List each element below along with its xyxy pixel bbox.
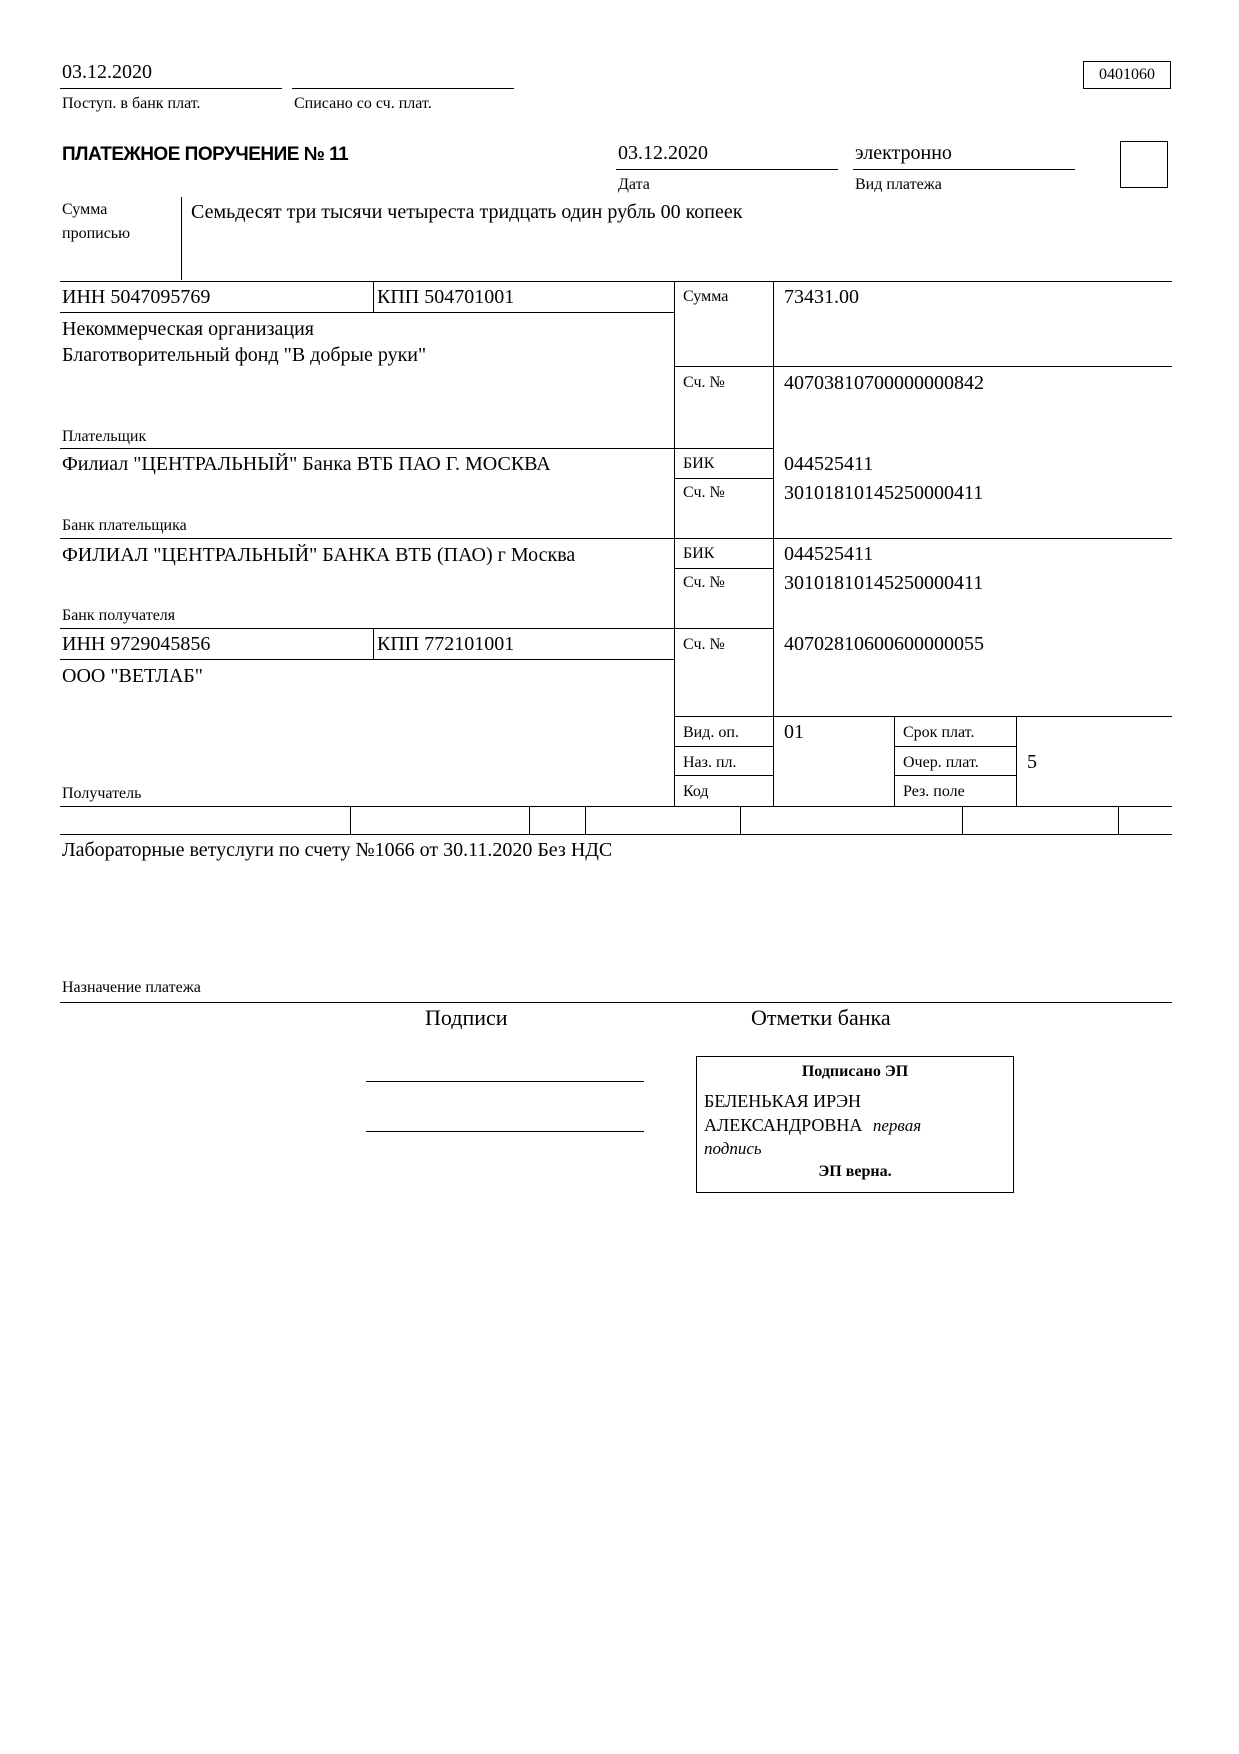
stamp-signature-italic: подпись (704, 1139, 762, 1158)
budget-vline-3 (585, 806, 586, 834)
payee-account-label: Сч. № (683, 636, 725, 653)
budget-vline-5 (962, 806, 963, 834)
stamp-title: Подписано ЭП (801, 1063, 909, 1080)
stamp-name-2: АЛЕКСАНДРОВНА (704, 1115, 863, 1135)
stamp-first-italic: первая (872, 1116, 922, 1135)
payee-label: Получатель (62, 785, 142, 802)
purpose-bottom-line (60, 1002, 1172, 1003)
payment-type-label: Вид платежа (855, 176, 942, 193)
payer-bottom-line (60, 448, 774, 449)
payee-bank-account-label: Сч. № (683, 574, 725, 591)
codes-line-1-right (894, 746, 1016, 747)
payer-inn-line (60, 312, 674, 313)
payee-bank-bik-label: БИК (683, 545, 715, 562)
payee-inn-divider (373, 628, 374, 659)
codes-top-line (674, 716, 1172, 717)
payee-account: 40702810600600000055 (784, 633, 984, 655)
sum-bottom-line (674, 366, 1172, 367)
received-date-line (60, 88, 282, 89)
codes-line-2-left (674, 775, 774, 776)
payee-bank-name: ФИЛИАЛ "ЦЕНТРАЛЬНЫЙ" БАНКА ВТБ (ПАО) г Москва (62, 544, 576, 566)
status-box (1120, 141, 1168, 188)
payee-inn: ИНН 9729045856 (62, 633, 211, 655)
sum-label: Сумма (683, 288, 729, 305)
codes-line-2-right (894, 775, 1016, 776)
payer-account: 40703810700000000842 (784, 372, 984, 394)
codes-line-1-left (674, 746, 774, 747)
debited-date-line (292, 88, 514, 89)
payee-kpp: КПП 772101001 (377, 633, 515, 655)
op-type-value: 01 (784, 721, 804, 743)
sum-value: 73431.00 (784, 286, 859, 308)
payee-inn-line (60, 659, 674, 660)
purpose-label: Назначение платежа (62, 979, 201, 996)
grid-line-top (60, 281, 1172, 282)
budget-bottom-line (60, 834, 1172, 835)
stamp-verdict: ЭП верна. (818, 1163, 892, 1180)
page-title: ПЛАТЕЖНОЕ ПОРУЧЕНИЕ № 11 (62, 144, 349, 165)
reserve-label: Рез. поле (903, 783, 965, 800)
priority-label: Очер. плат. (903, 754, 979, 771)
signature-line-1[interactable] (366, 1081, 644, 1082)
payer-inn: ИНН 5047095769 (62, 286, 211, 308)
grid-vline-labels (674, 281, 675, 806)
budget-vline-1 (350, 806, 351, 834)
op-type-label: Вид. оп. (683, 724, 739, 741)
amount-words-text: Семьдесят три тысячи четыреста тридцать один рубль 00 копеек (191, 201, 743, 223)
amount-words-label-2: прописью (62, 225, 131, 242)
payee-bank-label: Банк получателя (62, 607, 176, 624)
amount-words-label-1: Сумма (62, 201, 108, 218)
purpose-text: Лабораторные ветуслуги по счету №1066 от 30.11.2020 Без НДС (62, 839, 613, 861)
stamp-name-line-2 (704, 1115, 921, 1136)
payer-label: Плательщик (62, 428, 147, 445)
debited-label: Списано со сч. плат. (294, 95, 432, 112)
amount-words-divider (181, 197, 182, 280)
payee-bank-bik: 044525411 (784, 543, 874, 565)
stamp-name-1: БЕЛЕНЬКАЯ ИРЭН (704, 1091, 862, 1111)
payment-type-line (853, 169, 1075, 170)
grid-line-bottom (60, 806, 1172, 807)
payee-bank-bottom-line (60, 628, 774, 629)
order-date-line (616, 169, 838, 170)
payee-bank-bik-line (674, 568, 774, 569)
payer-bank-name: Филиал "ЦЕНТРАЛЬНЫЙ" Банка ВТБ ПАО Г. МОСКВА (62, 453, 551, 475)
received-date: 03.12.2020 (62, 61, 152, 83)
signatures-label: Подписи (425, 1005, 508, 1030)
e-signature-stamp (696, 1056, 1014, 1193)
payer-bank-bottom-line (60, 538, 1172, 539)
purpose-code-label: Наз. пл. (683, 754, 737, 771)
received-label: Поступ. в банк плат. (62, 95, 201, 112)
payer-bank-bik-label: БИК (683, 455, 715, 472)
grid-vline-values (773, 281, 774, 806)
codes-vline-2 (1016, 716, 1017, 806)
signature-line-2[interactable] (366, 1131, 644, 1132)
payer-bank-account-label: Сч. № (683, 484, 725, 501)
order-date-label: Дата (618, 176, 650, 193)
payer-bank-bik-line (674, 478, 774, 479)
budget-vline-6 (1118, 806, 1119, 834)
form-code: 0401060 (1083, 61, 1171, 89)
budget-vline-4 (740, 806, 741, 834)
payer-account-label: Сч. № (683, 374, 725, 391)
payee-bank-account: 30101810145250000411 (784, 572, 984, 594)
order-date: 03.12.2020 (618, 142, 708, 164)
payer-bank-bik: 044525411 (784, 453, 874, 475)
payer-name-1: Некоммерческая организация (62, 318, 315, 340)
payer-bank-account: 30101810145250000411 (784, 482, 984, 504)
bank-marks-label: Отметки банка (751, 1005, 891, 1030)
payee-name: ООО "ВЕТЛАБ" (62, 665, 203, 687)
budget-vline-2 (529, 806, 530, 834)
priority-value: 5 (1027, 751, 1037, 773)
code-label: Код (683, 783, 709, 800)
due-label: Срок плат. (903, 724, 975, 741)
payer-name-2: Благотворительный фонд "В добрые руки" (62, 344, 427, 366)
payer-bank-label: Банк плательщика (62, 517, 187, 534)
payer-kpp: КПП 504701001 (377, 286, 515, 308)
payer-inn-divider (373, 281, 374, 312)
payment-type: электронно (855, 142, 952, 164)
codes-vline-1 (894, 716, 895, 806)
